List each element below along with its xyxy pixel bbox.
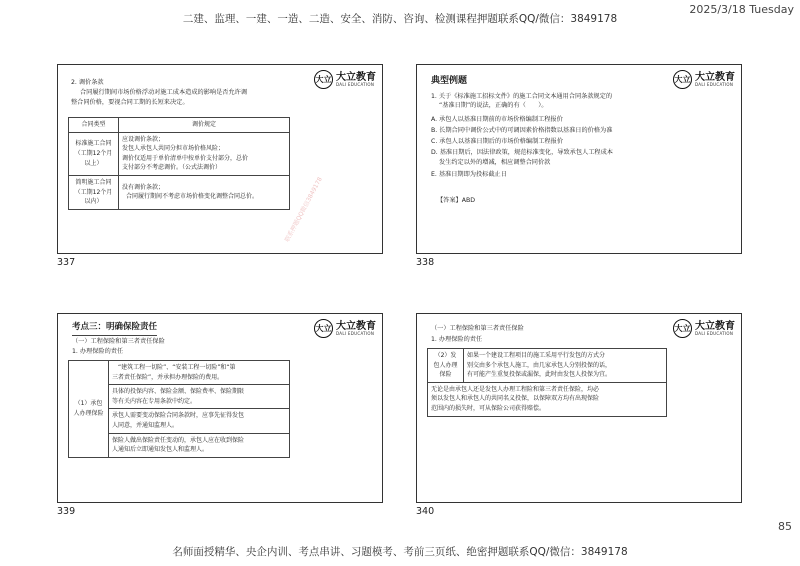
dali-logo: 大立 大立教育 DALI EDUCATION xyxy=(314,70,376,89)
intro-line: 整合同价格，要视合同工期的长短来决定。 xyxy=(71,99,189,106)
dali-logo-icon: 大立 xyxy=(673,319,692,338)
page-number: 85 xyxy=(778,520,792,533)
watermark: 联系押题QQ微信3849178 xyxy=(283,176,324,244)
subheading: 1. 办理保险的责任 xyxy=(431,336,483,343)
slide-339 xyxy=(57,313,383,503)
slide-title: 考点三：明确保险责任 xyxy=(72,321,157,336)
option-e: E. 基准日期即为投标截止日 xyxy=(431,171,507,178)
slide-338 xyxy=(416,64,742,254)
question-line: “基准日期”的说法，正确的有（ ）。 xyxy=(439,102,548,109)
table-row: 具体的投保内容、保险金额、保险费率、保险期限 等有关内容在专用条款中约定。 xyxy=(69,385,290,409)
table-row: 承包人需要变动保险合同条款时，应事先征得发包 人同意，并通知监理人。 xyxy=(69,409,290,433)
slide-number: 339 xyxy=(57,506,76,517)
date-stamp: 2025/3/18 Tuesday xyxy=(689,3,794,16)
page-footer: 名师面授精华、央企内训、考点串讲、习题模考、考前三页纸、绝密押题联系QQ/微信：3849178 xyxy=(172,546,628,558)
table-header: 合同类型 xyxy=(69,118,119,133)
dali-logo: 大立 大立教育 DALI EDUCATION xyxy=(673,70,735,89)
table-row: 保险人做出保险责任变动的，承包人应在收到保险 人通知后立即通知发包人和监理人。 xyxy=(69,433,290,457)
dali-logo-icon: 大立 xyxy=(314,70,333,89)
table-row: （1）承包 人办理保险 “建筑工程一切险”、“安装工程一切险”和“第 三者责任保险”，并承担办理保险的费用。 xyxy=(69,361,290,385)
insurance-table xyxy=(68,360,290,458)
dali-logo-icon: 大立 xyxy=(314,319,333,338)
answer: 【答案】ABD xyxy=(437,197,475,204)
table-row: 简明施工合同 （工期12个月 以内） 没有调价条款； 合同履行期间不考虑市场价格变化调整合同总价。 xyxy=(69,175,290,209)
table-row: 无论是由承包人还是发包人办理工程险和第三者责任保险，均必 须以发包人和承包人的共同名义投保，以保障双方均有出现保险 范围内的损失时，可从保险公司获得赔偿。 xyxy=(428,382,667,416)
intro-line: 合同履行期间市场价格浮动对施工成本造成的影响是否允许调 xyxy=(80,89,248,96)
slide-heading: 2. 调价条款 xyxy=(71,79,104,86)
slide-number: 337 xyxy=(57,257,76,268)
slide-number: 338 xyxy=(416,257,435,268)
adjustment-table xyxy=(68,117,290,210)
subheading: 1. 办理保险的责任 xyxy=(72,348,124,355)
question-line: 1. 关于《标准施工招标文件》的施工合同文本通用合同条款规定的 xyxy=(431,93,613,100)
option-d-cont: 发生约定以外的增减，相应调整合同价款 xyxy=(439,159,551,166)
subheading: （一）工程保险和第三者责任保险 xyxy=(72,338,165,345)
dali-logo-icon: 大立 xyxy=(673,70,692,89)
slide-number: 340 xyxy=(416,506,435,517)
page-header: 二建、监理、一建、一造、二造、安全、消防、咨询、检测课程押题联系QQ/微信：3849178 xyxy=(182,13,618,25)
table-header: 调价规定 xyxy=(119,118,290,133)
slide-title: 典型例题 xyxy=(431,76,468,86)
dali-logo: 大立 大立教育 DALI EDUCATION xyxy=(673,319,735,338)
dali-logo: 大立 大立教育 DALI EDUCATION xyxy=(314,319,376,338)
option-b: B. 长期合同中调价公式中的可调因素价格指数以基准日的价格为准 xyxy=(431,127,613,134)
slide-340 xyxy=(416,313,742,503)
insurance-table xyxy=(427,348,667,417)
option-c: C. 承包人以基准日期后的市场价格编制工程报价 xyxy=(431,138,564,145)
slide-337 xyxy=(57,64,383,254)
option-d: D. 基准日期后，因法律政策，规范标准变化，导致承包人工程成本 xyxy=(431,149,613,156)
subheading: （一）工程保险和第三者责任保险 xyxy=(431,325,524,332)
option-a: A. 承包人以基准日期前的市场价格编制工程报价 xyxy=(431,116,563,123)
table-row: （2）发 包人办理 保险 如果一个建设工程项目的施工采用平行发包的方式分 别交由多个承包人施工，由几家承包人分别投保的话， 有可能产生重复投保或漏保，此时由发包人投保为宜。 xyxy=(428,349,667,383)
table-row: 标准施工合同 （工期12个月 以上） 应设调价条款； 发包人承包人共同分担市场价格风险； 调价仅适用于单价清单中按单价支付部分，总价 支付部分不考虑调价。（公式法调价） xyxy=(69,132,290,175)
